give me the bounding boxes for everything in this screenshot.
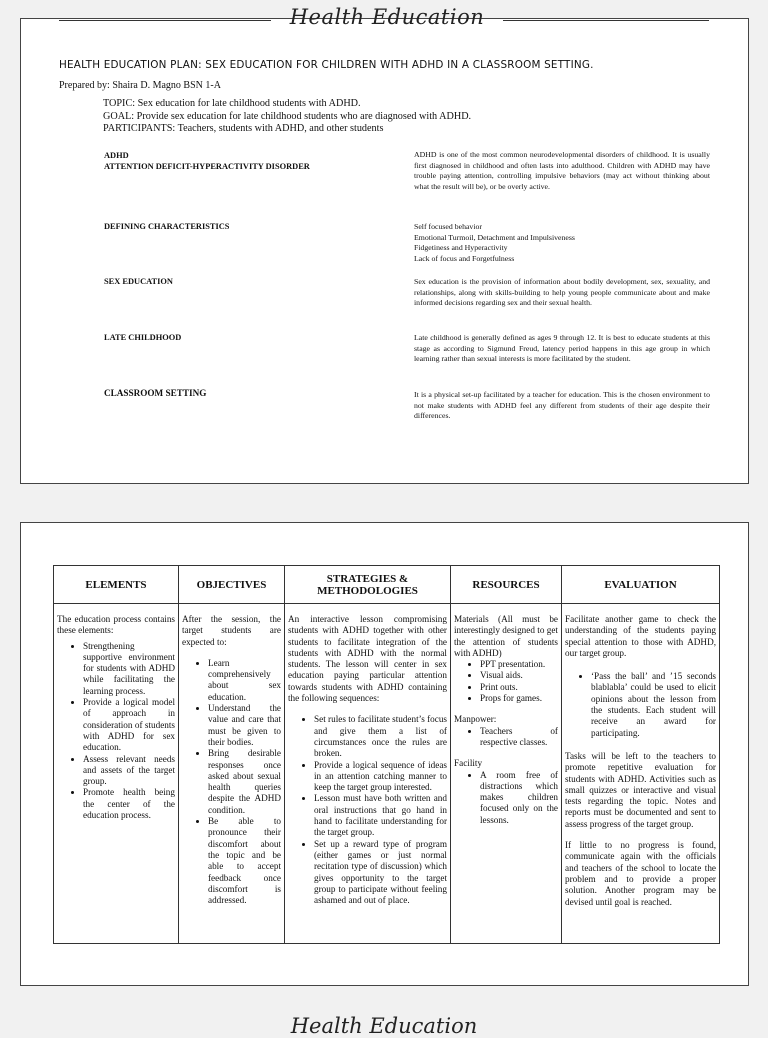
list-item: • Set rules to facilitate student’s focus and give them a list of circumstances once the rules are broken. bbox=[314, 714, 447, 759]
list-item: • Be able to pronounce their discomfort about the topic and be able to accept feedback once discomfort is addressed. bbox=[208, 816, 281, 906]
plan-title: HEALTH EDUCATION PLAN: SEX EDUCATION FOR CHILDREN WITH ADHD IN A CLASSROOM SETTING. bbox=[59, 59, 594, 71]
definition-adhd: ADHD is one of the most common neurodevelopmental disorders of childhood. It is usually first diagnosed in childhood and often lasts into adulthood. Children with ADHD may have trouble paying attention, controlling impulsive behaviors (may act without thinking about what the result will be), or be overly active. bbox=[414, 150, 710, 191]
header-elements: ELEMENTS bbox=[54, 566, 179, 604]
term-late-childhood: LATE CHILDHOOD bbox=[104, 333, 182, 342]
term-adhd-abbr: ADHD bbox=[104, 151, 129, 160]
materials-intro: Materials (All must be interestingly designed to get the attention of students with ADHD) bbox=[454, 614, 558, 658]
list-item: • Set up a reward type of program (either games or just normal recitation type of discussion) which gives opportunity to the target group to participate without feeling ashamed and out of place. bbox=[314, 839, 447, 907]
list-item: • Strengthening supportive environment for students with ADHD while facilitating the learning process. bbox=[83, 641, 175, 697]
header-strategies: STRATEGIES & METHODOLOGIES bbox=[285, 566, 451, 604]
header-resources: RESOURCES bbox=[451, 566, 562, 604]
term-sex-education: SEX EDUCATION bbox=[104, 277, 173, 286]
term-adhd bbox=[104, 150, 310, 172]
document-page-1 bbox=[20, 5, 749, 484]
cell-resources bbox=[451, 604, 562, 944]
definition-late-childhood: Late childhood is generally defined as ages 9 through 12. It is best to educate students at this stage as according to Sigmund Freud, latency period happens in this age group in which learning rather than sexual interests is more facilitated by the student. bbox=[414, 333, 710, 363]
list-item: • Lesson must have both written and oral instructions that go hand in hand to facilitate understanding for the target group. bbox=[314, 793, 447, 838]
list-item: • Understand the value and care that must be given to their bodies. bbox=[208, 703, 281, 748]
cell-strategies bbox=[285, 604, 451, 944]
header-rule-right bbox=[503, 20, 709, 21]
list-item: Self focused behavior bbox=[414, 222, 482, 231]
list-item: Emotional Turmoil, Detachment and Impulsiveness bbox=[414, 232, 575, 242]
list-item: • A room free of distractions which makes children focused only on the lessons. bbox=[480, 770, 558, 826]
cell-elements bbox=[54, 604, 179, 944]
list-item: • ‘Pass the ball’ and ’15 seconds blablabla’ could be used to elicit opinions about the lesson from the students. Each student will receive an award for participating. bbox=[591, 671, 716, 739]
list-item: • Learn comprehensively about sex education. bbox=[208, 658, 281, 703]
elements-list bbox=[57, 641, 175, 822]
list-item: Lack of focus and Forgetfulness bbox=[414, 253, 515, 263]
table-header-row bbox=[54, 566, 720, 604]
participants-line: PARTICIPANTS: Teachers, students with ADHD, and other students bbox=[103, 123, 384, 134]
goal-line: GOAL: Provide sex education for late childhood students who are diagnosed with ADHD. bbox=[103, 110, 472, 122]
list-item: • Props for games. bbox=[480, 693, 558, 704]
list-item: • Provide a logical sequence of ideas in an attention catching manner to keep the target group interested. bbox=[314, 760, 447, 794]
strategies-list bbox=[288, 714, 447, 906]
topic-line: TOPIC: Sex education for late childhood students with ADHD. bbox=[103, 98, 361, 109]
definition-classroom-setting: It is a physical set-up facilitated by a teacher for education. This is the chosen environment to not make students with ADHD feel any different from students of their age despite their differences. bbox=[414, 390, 710, 420]
strategies-intro: An interactive lesson compromising students with ADHD together with other students to facilitate integration of the students with ADHD with the normal students. The lesson will center in sex education paying particular attention towards students with ADHD containing the following sequences: bbox=[288, 614, 447, 704]
facility-label: Facility bbox=[454, 758, 483, 769]
header-evaluation: EVALUATION bbox=[562, 566, 720, 604]
definition-defining-characteristics bbox=[414, 222, 710, 264]
header-objectives: OBJECTIVES bbox=[179, 566, 285, 604]
manpower-label: Manpower: bbox=[454, 714, 497, 725]
objectives-intro: After the session, the target students are expected to: bbox=[182, 614, 281, 647]
page-title: Health Education bbox=[289, 5, 485, 29]
table-row bbox=[54, 604, 720, 944]
cell-evaluation bbox=[562, 604, 720, 944]
definition-sex-education: Sex education is the provision of information about bodily development, sex, sexuality, and relationships, along with skills-building to help young people communicate about and make informed decisions regarding sex and their sexual health. bbox=[414, 277, 710, 307]
list-item: • Visual aids. bbox=[480, 670, 558, 681]
document-page-2 bbox=[20, 522, 749, 986]
list-item: • Provide a logical model of approach in consideration of students with ADHD for sex education. bbox=[83, 697, 175, 753]
list-item: • Assess relevant needs and assets of the target group. bbox=[83, 754, 175, 788]
cell-objectives bbox=[179, 604, 285, 944]
manpower-list bbox=[454, 726, 558, 749]
evaluation-intro: Facilitate another game to check the understanding of the students paying special attention to those with ADHD, our target group. bbox=[565, 614, 716, 658]
intro-block bbox=[103, 98, 471, 136]
list-item: Fidgetiness and Hyperactivity bbox=[414, 243, 508, 252]
page-header bbox=[21, 5, 748, 57]
elements-intro: The education process contains these elements: bbox=[57, 614, 175, 636]
next-page-title: Health Education bbox=[290, 1014, 478, 1038]
evaluation-paragraph-3: If little to no progress is found, communicate again with the officials and teachers of the school to locate the problem and to provide a proper solution. Another program may be devised until goal is reached. bbox=[565, 840, 716, 907]
list-item: • Print outs. bbox=[480, 682, 558, 693]
term-classroom-setting: CLASSROOM SETTING bbox=[104, 388, 207, 398]
evaluation-paragraph-2: Tasks will be left to the teachers to promote repetitive evaluation for students with ADHD. Activities such as small quizzes or interactive and visual tests regarding the topic. Notes and reports must be documented and sent to assess progress of the target group. bbox=[565, 750, 716, 829]
plan-table bbox=[53, 565, 720, 944]
list-item: • Bring desirable responses once asked about sexual health queries despite the ADHD condition. bbox=[208, 748, 281, 816]
prepared-by: Prepared by: Shaira D. Magno BSN 1-A bbox=[59, 80, 221, 91]
list-item: • Promote health being the center of the education process. bbox=[83, 787, 175, 821]
term-adhd-full: ATTENTION DEFICIT-HYPERACTIVITY DISORDER bbox=[104, 162, 310, 171]
header-rule-left bbox=[59, 20, 271, 21]
evaluation-list bbox=[565, 671, 716, 739]
materials-list bbox=[454, 659, 558, 704]
objectives-list bbox=[182, 658, 281, 907]
facility-list bbox=[454, 770, 558, 826]
term-defining-characteristics: DEFINING CHARACTERISTICS bbox=[104, 222, 230, 231]
list-item: • PPT presentation. bbox=[480, 659, 558, 670]
list-item: • Teachers of respective classes. bbox=[480, 726, 558, 749]
